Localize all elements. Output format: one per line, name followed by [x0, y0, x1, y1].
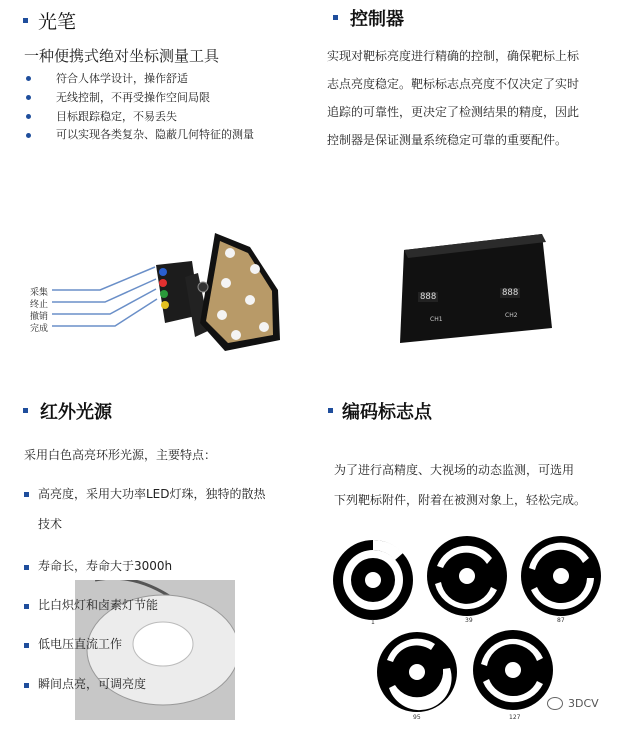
controller-line: 追踪的可靠性，更决定了检测结果的精度，因此 — [327, 105, 580, 119]
target-label: 1 — [371, 619, 375, 626]
pen-label: 采集 — [30, 288, 49, 298]
pen-bullet: 无线控制，不再受操作空间局限 — [56, 91, 210, 104]
controller-description — [327, 42, 627, 154]
coded-target — [473, 630, 553, 710]
light-bullet: 瞬间点亮，可调亮度 — [38, 677, 147, 691]
bullet-marker — [24, 643, 29, 648]
target-label: 39 — [465, 617, 473, 624]
section-marker — [23, 408, 28, 413]
light-title: 红外光源 — [40, 402, 112, 423]
pen-label: 完成 — [30, 324, 49, 334]
coded-title: 编码标志点 — [342, 402, 432, 423]
bullet-marker — [24, 683, 29, 688]
coded-target — [521, 536, 601, 616]
controller-image — [390, 228, 560, 353]
controller-title: 控制器 — [350, 9, 404, 30]
coded-description — [334, 455, 624, 515]
light-pen-image — [50, 225, 290, 375]
bullet-marker — [24, 604, 29, 609]
section-marker — [328, 408, 333, 413]
channel-label: CH1 — [430, 316, 443, 323]
controller-line: 实现对靶标亮度进行精确的控制，确保靶标上标 — [327, 49, 580, 63]
pen-bullet: 符合人体学设计，操作舒适 — [56, 72, 188, 85]
watermark-text: 3DCV — [568, 697, 599, 710]
pen-label: 终止 — [30, 300, 49, 310]
watermark — [547, 697, 599, 710]
light-bullet: 低电压直流工作 — [38, 637, 123, 651]
pen-label: 撤销 — [30, 312, 49, 322]
light-intro: 采用白色高亮环形光源，主要特点： — [24, 448, 217, 462]
light-bullet: 技术 — [38, 517, 63, 531]
coded-target — [377, 632, 457, 712]
target-label: 87 — [557, 617, 565, 624]
pen-subtitle: 一种便携式绝对坐标测量工具 — [24, 47, 220, 65]
pen-bullet: 可以实现各类复杂、隐蔽几何特征的测量 — [56, 128, 254, 141]
pen-title: 光笔 — [38, 11, 77, 33]
controller-line: 志点亮度稳定。靶标标志点亮度不仅决定了实时 — [327, 77, 580, 91]
light-bullet: 比白炽灯和卤素灯节能 — [38, 598, 159, 612]
display-2: 888 — [502, 288, 519, 298]
bullet-dot — [26, 114, 31, 119]
bullet-dot — [26, 95, 31, 100]
bullet-dot — [26, 133, 31, 138]
coded-line: 下列靶标附件，附着在被测对象上，轻松完成。 — [334, 493, 587, 507]
light-bullet: 寿命长，寿命大于3000h — [38, 559, 173, 573]
coded-target — [427, 536, 507, 616]
target-label: 127 — [509, 714, 521, 721]
section-marker — [333, 15, 338, 20]
coded-target — [333, 540, 413, 620]
section-marker — [23, 18, 28, 23]
display-1: 888 — [420, 292, 437, 302]
bullet-dot — [26, 76, 31, 81]
controller-line: 控制器是保证测量系统稳定可靠的重要配件。 — [327, 133, 568, 147]
bullet-marker — [24, 565, 29, 570]
wechat-icon — [547, 697, 563, 710]
light-bullet: 高亮度，采用大功率LED灯珠，独特的散热 — [38, 487, 266, 501]
target-label: 95 — [413, 714, 421, 721]
pen-bullet: 目标跟踪稳定，不易丢失 — [56, 110, 177, 123]
channel-label: CH2 — [505, 312, 518, 319]
coded-line: 为了进行高精度、大视场的动态监测，可选用 — [334, 463, 575, 477]
bullet-marker — [24, 492, 29, 497]
